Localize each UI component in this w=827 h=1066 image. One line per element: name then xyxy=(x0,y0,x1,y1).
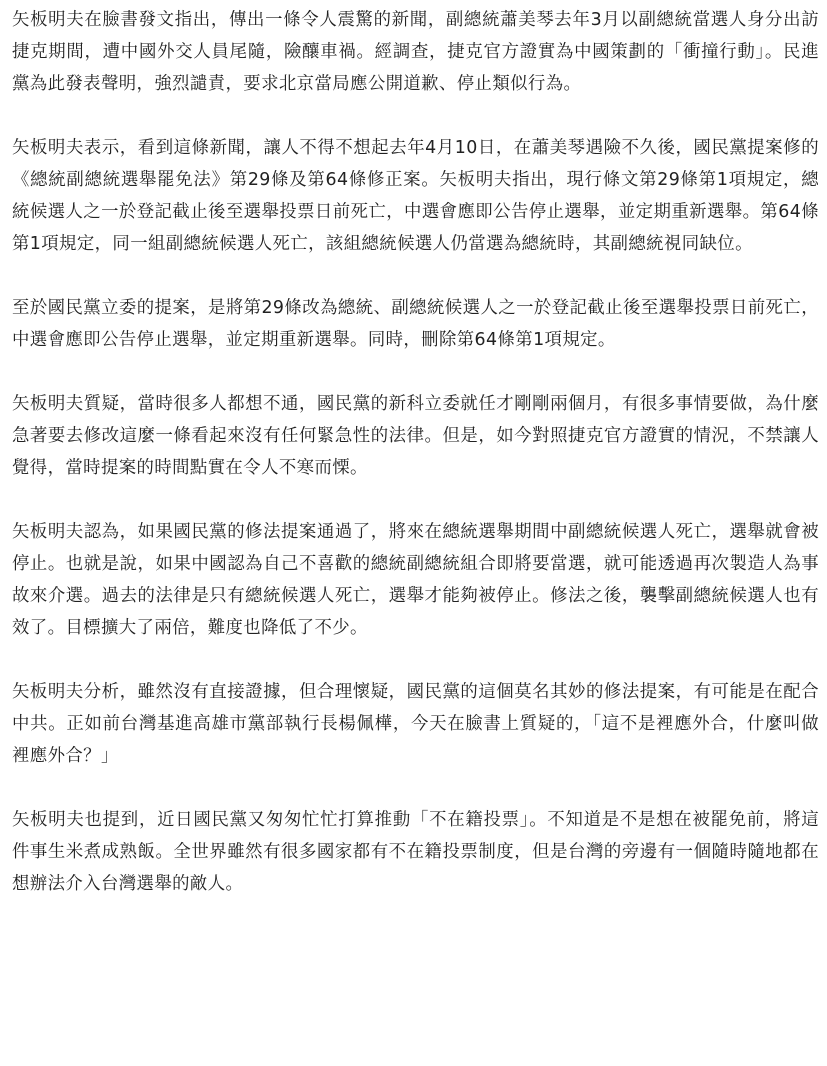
paragraph-2: 矢板明夫表示，看到這條新聞，讓人不得不想起去年4月10日，在蕭美琴遇險不久後，國民黨提案修的《總統副總統選舉罷免法》第29條及第64條修正案。矢板明夫指出，現行條文第29條第1項規定，總統候選人之一於登記截止後至選舉投票日前死亡，中選會應即公告停止選舉，並定期重新選舉。第64條第1項規定，同一組副總統候選人死亡，該組總統候選人仍當選為總統時，其副總統視同缺位。 xyxy=(12,138,819,254)
paragraph-1: 矢板明夫在臉書發文指出，傳出一條令人震驚的新聞，副總統蕭美琴去年3月以副總統當選人身分出訪捷克期間，遭中國外交人員尾隨，險釀車禍。經調查，捷克官方證實為中國策劃的「衝撞行動」。民進黨為此發表聲明，強烈譴責，要求北京當局應公開道歉、停止類似行為。 xyxy=(12,10,819,94)
paragraph-4: 矢板明夫質疑，當時很多人都想不通，國民黨的新科立委就任才剛剛兩個月，有很多事情要做，為什麼急著要去修改這麼一條看起來沒有任何緊急性的法律。但是，如今對照捷克官方證實的情況，不禁讓人覺得，當時提案的時間點實在令人不寒而慄。 xyxy=(12,394,819,478)
paragraph-5: 矢板明夫認為，如果國民黨的修法提案通過了，將來在總統選舉期間中副總統候選人死亡，選舉就會被停止。也就是說，如果中國認為自己不喜歡的總統副總統組合即將要當選，就可能透過再次製造人為事故來介選。過去的法律是只有總統候選人死亡，選舉才能夠被停止。修法之後，襲擊副總統候選人也有效了。目標擴大了兩倍，難度也降低了不少。 xyxy=(12,522,819,638)
paragraph-3: 至於國民黨立委的提案，是將第29條改為總統、副總統候選人之一於登記截止後至選舉投票日前死亡，中選會應即公告停止選舉，並定期重新選舉。同時，刪除第64條第1項規定。 xyxy=(12,298,819,350)
paragraph-7: 矢板明夫也提到，近日國民黨又匆匆忙忙打算推動「不在籍投票」。不知道是不是想在被罷免前，將這件事生米煮成熟飯。全世界雖然有很多國家都有不在籍投票制度，但是台灣的旁邊有一個隨時隨地都在想辦法介入台灣選舉的敵人。 xyxy=(12,810,819,894)
paragraph-6: 矢板明夫分析，雖然沒有直接證據，但合理懷疑，國民黨的這個莫名其妙的修法提案，有可能是在配合中共。正如前台灣基進高雄市黨部執行長楊佩樺，今天在臉書上質疑的，「這不是裡應外合，什麼叫做裡應外合？」 xyxy=(12,682,819,766)
